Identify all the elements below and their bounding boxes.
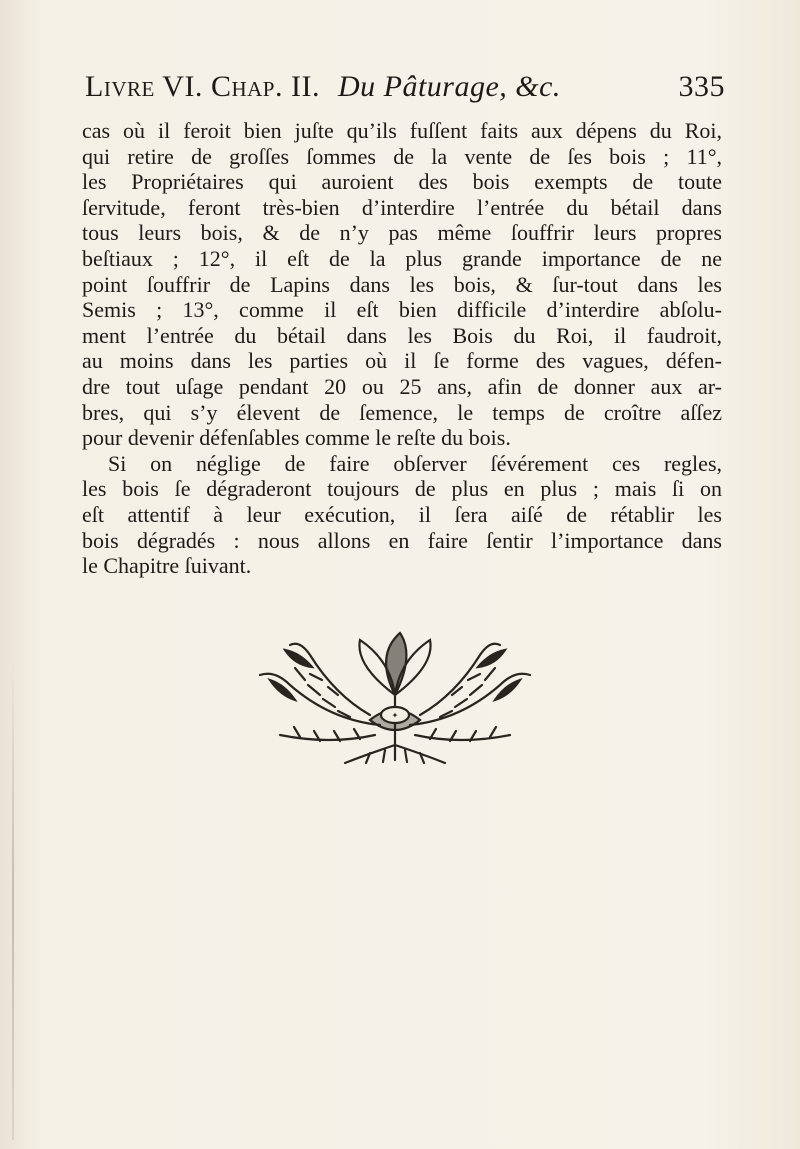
page-gutter-shadow: [12, 660, 14, 1140]
text-line: qui retire de groſſes ſommes de la vente de ſes bois ; 11°,: [82, 143, 722, 169]
text-line: pour devenir défenſables comme le reſte du bois.: [82, 425, 511, 451]
header-title: Du Pâturage, &c.: [337, 70, 561, 103]
page-number: 335: [678, 70, 725, 103]
text-line: Semis ; 13°, comme il eſt bien difficile d’interdire abſolu-: [82, 297, 722, 323]
text-line: Si on néglige de faire obſerver ſévérement ces regles,: [108, 450, 722, 476]
text-line: bres, qui s’y élevent de ſemence, le temps de croître aſſez: [82, 399, 722, 425]
text-line: cas où il feroit bien juſte qu’ils fuſſent faits aux dépens du Roi,: [82, 118, 722, 143]
text-line: les bois ſe dégraderont toujours de plus en plus ; mais ſi on: [82, 476, 722, 502]
text-line: dre tout uſage pendant 20 ou 25 ans, afin de donner aux ar-: [82, 373, 722, 399]
text-line: au moins dans les parties où il ſe forme des vagues, défen-: [82, 348, 722, 374]
header-book: Livre VI.: [85, 70, 203, 103]
text-line: eſt attentif à leur exécution, il ſera aiſé de rétablir les: [82, 501, 722, 527]
text-line: les Propriétaires qui auroient des bois exempts de toute: [82, 169, 722, 195]
text-line: beſtiaux ; 12°, il eſt de la plus grande importance de ne: [82, 245, 722, 271]
text-line: le Chapitre ſuivant.: [82, 553, 252, 579]
body-text: [82, 118, 722, 579]
running-header: [85, 70, 725, 114]
text-line: bois dégradés : nous allons en faire ſentir l’importance dans: [82, 527, 722, 553]
text-line: ſervitude, feront très-bien d’interdire l’entrée du bétail dans: [82, 194, 722, 220]
text-line: ment l’entrée du bétail dans les Bois du Roi, il faudroit,: [82, 322, 722, 348]
paragraph-1: [82, 118, 722, 451]
text-line: point ſouffrir de Lapins dans les bois, & ſur-tout dans les: [82, 271, 722, 297]
header-chapter: Chap. II.: [210, 70, 320, 103]
svg-text:✦: ✦: [391, 711, 399, 720]
paragraph-2: [82, 451, 722, 579]
text-line: tous leurs bois, & de n’y pas même ſouffrir leurs propres: [82, 220, 722, 246]
foliage-tailpiece-ornament-icon: [250, 625, 540, 765]
